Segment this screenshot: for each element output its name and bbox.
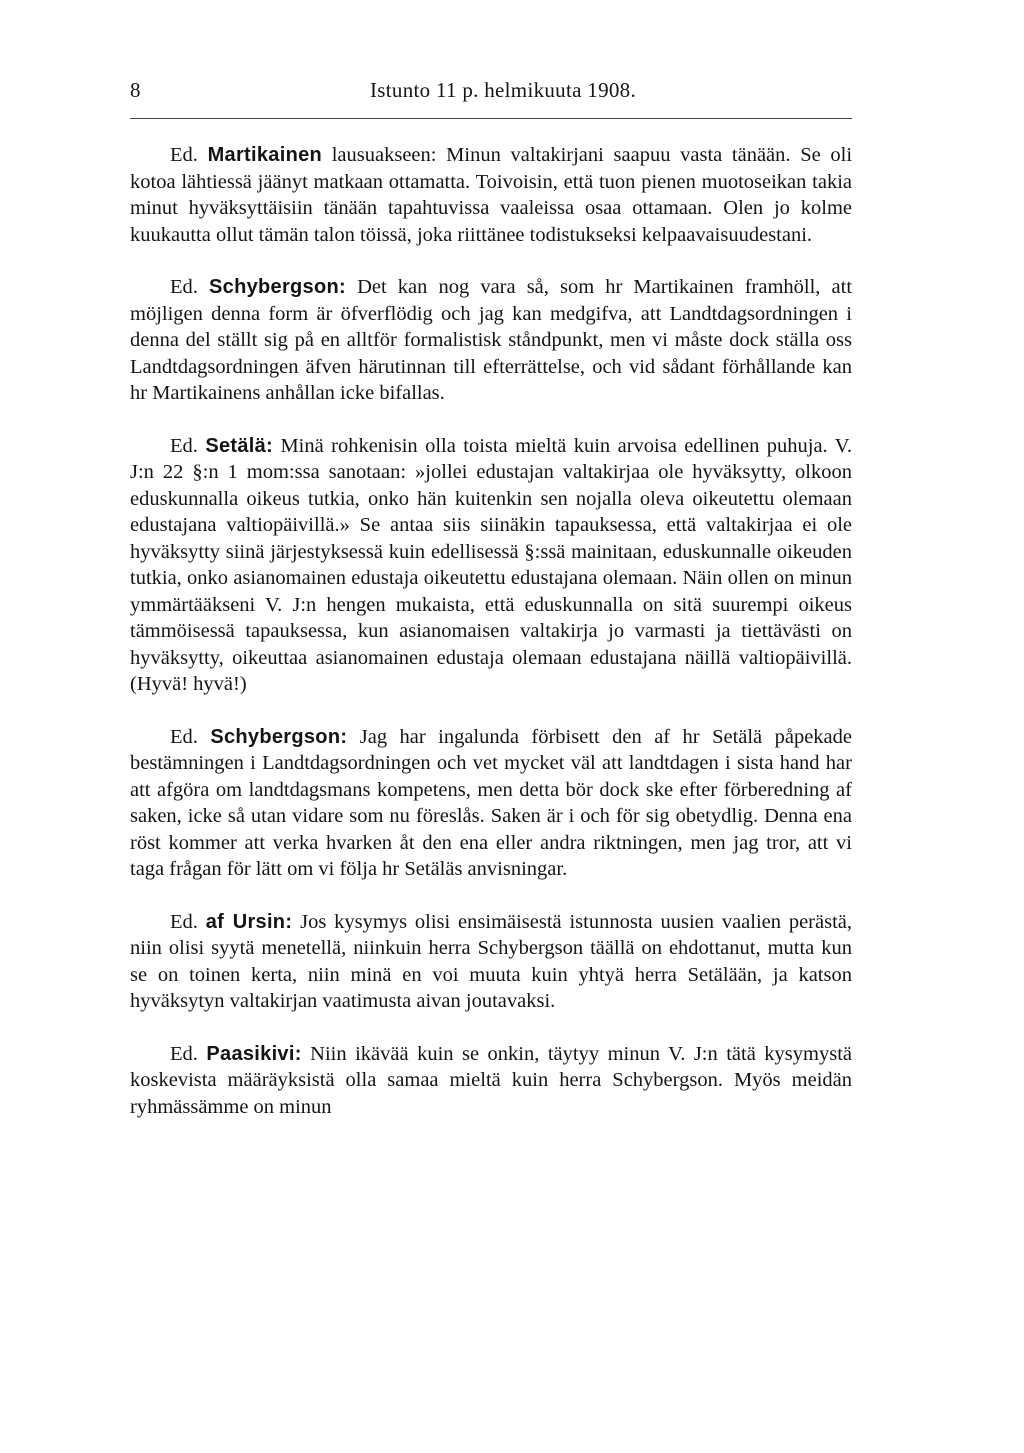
speaker-prefix: Ed. [170,725,198,748]
speech-paragraph [130,1041,852,1121]
speech-paragraph [130,724,852,883]
header-rule [130,118,852,119]
document-page [130,70,853,1118]
speaker-prefix: Ed. [170,910,198,933]
speech-paragraph [130,433,852,698]
speech-text: Jos kysymys olisi ensimäisestä istunnosta uusien vaalien perästä, niin olisi syytä menetellä, niinkuin herra Schybergson täällä on ehdottanut, mutta kun se on toinen kerta, niin minä en voi muuta kuin yhtyä herra Setälään, ja katson hyväksytyn valtakirjan vaatimusta aivan joutavaksi. [130,910,853,1012]
speech-text: Minä rohkenisin olla toista mieltä kuin arvoisa edellinen puhuja. V. J:n 22 §:n 1 mom:ssa sanotaan: »jollei edustajan valtakirjaa ole hyväksytty, olkoon eduskunnalla oikeus tutkia, onko hän kuitenkin sen nojalla oleva oikeutettu olemaan edustajana valtiopäivillä.» Se antaa siis siinäkin tapauksessa, että valtakirjaa ei ole hyväksytty siinä järjestyksessä kuin edellisessä §:ssä mainitaan, eduskunnalle oikeuden tutkia, onko asianomainen edustaja oikeutettu edustajana olemaan. Näin ollen on minun ymmärtääkseni V. J:n hengen mukaista, että eduskunnalla on sitä suurempi oikeus tämmöisessä tapauksessa, kun asianomaisen valtakirja jo varmasti ja tiettävästi on hyväksytty, oikeuttaa asianomainen edustaja olemaan edustajana näillä valtiopäivillä. (Hyvä! hyvä!) [130,434,853,695]
speaker-prefix: Ed. [170,1042,198,1065]
speaker-name: Schybergson: [209,276,346,298]
document-body [130,142,852,1146]
speech-text: lausuakseen: Minun valtakirjani saapuu vasta tänään. Se oli kotoa lähtiessä jäänyt matkaan ottamatta. Toivoisin, että tuon pienen muotoseikan takia minut hyväksyttäisiin tänään tapahtuvissa vaaleissa osaa ottamaan. Olen jo kolme kuukautta ollut tämän talon töissä, joka riittänee todistukseksi kelpaavaisuudestani. [130,144,853,246]
speaker-name: af Ursin: [205,910,293,933]
page-header [130,70,852,110]
speaker-prefix: Ed. [170,276,198,298]
page-number: 8 [130,78,141,102]
speech-text: Niin ikävää kuin se onkin, täytyy minun V. J:n tätä kysymystä koskevista määräyksistä olla samaa mieltä kuin herra Schybergson. Myös meidän ryhmässämme on minun [130,1042,852,1118]
speaker-name: Martikainen [207,144,323,166]
speaker-prefix: Ed. [170,434,198,457]
speaker-name: Setälä: [205,434,274,457]
speaker-prefix: Ed. [170,144,198,166]
speech-paragraph [130,274,852,407]
speaker-name: Schybergson: [210,725,348,748]
speech-paragraph [130,909,852,1015]
speech-paragraph [130,142,852,248]
speech-text: Jag har ingalunda förbisett den af hr Setälä påpekade bestämningen i Landtdagsordningen och vet mycket väl att landtdagen i sista hand har att afgöra om landtdagsmans kompetens, men detta bör dock ske efter förberedning af saken, icke så utan vidare som nu föreslås. Saken är i och för sig obetydlig. Denna ena röst kommer att verka hvarken åt den ena eller andra riktningen, men jag tror, att vi taga frågan för lätt om vi följa hr Setäläs anvisningar. [130,725,852,880]
running-head: Istunto 11 p. helmikuuta 1908. [370,78,637,102]
speaker-name: Paasikivi: [206,1042,302,1065]
speech-text: Det kan nog vara så, som hr Martikainen framhöll, att möjligen denna form är öfverflödig och jag kan medgifva, att Landtdagsordningen i denna del ställt sig på en alltför formalistisk ståndpunkt, men vi måste dock ställa oss Landtdagsordningen äfven härutinnan till efterrättelse, och vid sådant förhållande kan hr Martikainens anhållan icke bifallas. [130,276,853,404]
